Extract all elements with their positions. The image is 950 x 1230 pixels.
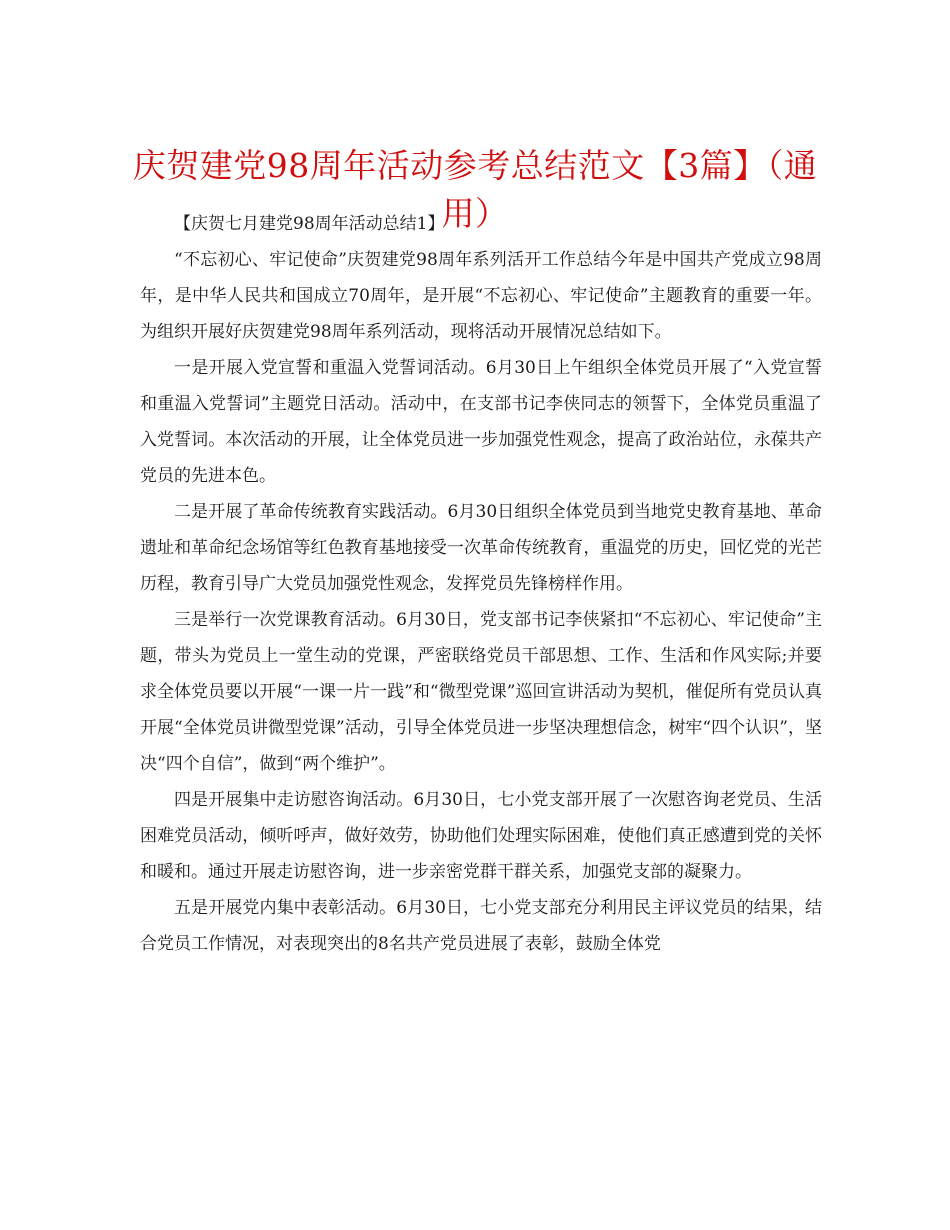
- subheading: 【庆贺七月建党98周年活动总结1】: [174, 214, 445, 234]
- paragraph-oath-activity: 一是开展入党宣誓和重温入党誓词活动。6月30日上午组织全体党员开展了“入党宣誓和重温入党誓词”主题党日活动。活动中，在支部书记李侠同志的领誓下，全体党员重温了入党誓词。本次活动的开展，让全体党员进一步加强党性观念，提高了政治站位，永葆共产党员的先进本色。: [140, 358, 822, 486]
- paragraph-commendation: 五是开展党内集中表彰活动。6月30日，七小党支部充分利用民主评议党员的结果，结合党员工作情况，对表现突出的8名共产党员进展了表彰，鼓励全体党: [140, 898, 822, 954]
- document-title: 庆贺建党98周年活动参考总结范文【3篇】（通用）: [132, 146, 818, 234]
- document-body: [140, 206, 822, 962]
- paragraph-visits: 四是开展集中走访慰咨询活动。6月30日，七小党支部开展了一次慰咨询老党员、生活困难党员活动，倾听呼声，做好效劳，协助他们处理实际困难，使他们真正感遭到党的关怀和暖和。通过开展走访慰咨询，进一步亲密党群干群关系，加强党支部的凝聚力。: [140, 790, 822, 882]
- paragraph-tradition-education: 二是开展了革命传统教育实践活动。6月30日组织全体党员到当地党史教育基地、革命遗址和革命纪念场馆等红色教育基地接受一次革命传统教育，重温党的历史，回忆党的光芒历程，教育引导广大党员加强党性观念，发挥党员先锋榜样作用。: [140, 502, 822, 594]
- paragraph-party-lesson: 三是举行一次党课教育活动。6月30日，党支部书记李侠紧扣“不忘初心、牢记使命”主题，带头为党员上一堂生动的党课，严密联络党员干部思想、工作、生活和作风实际;并要求全体党员要以开展“一课一片一践”和“微型党课”巡回宣讲活动为契机，催促所有党员认真开展“全体党员讲微型党课”活动，引导全体党员进一步坚决理想信念，树牢“四个认识”，坚决“四个自信”，做到“两个维护”。: [140, 610, 822, 774]
- paragraph-intro: “不忘初心、牢记使命”庆贺建党98周年系列活开工作总结今年是中国共产党成立98周年，是中华人民共和国成立70周年，是开展“不忘初心、牢记使命”主题教育的重要一年。为组织开展好庆贺建党98周年系列活动，现将活动开展情况总结如下。: [140, 250, 822, 342]
